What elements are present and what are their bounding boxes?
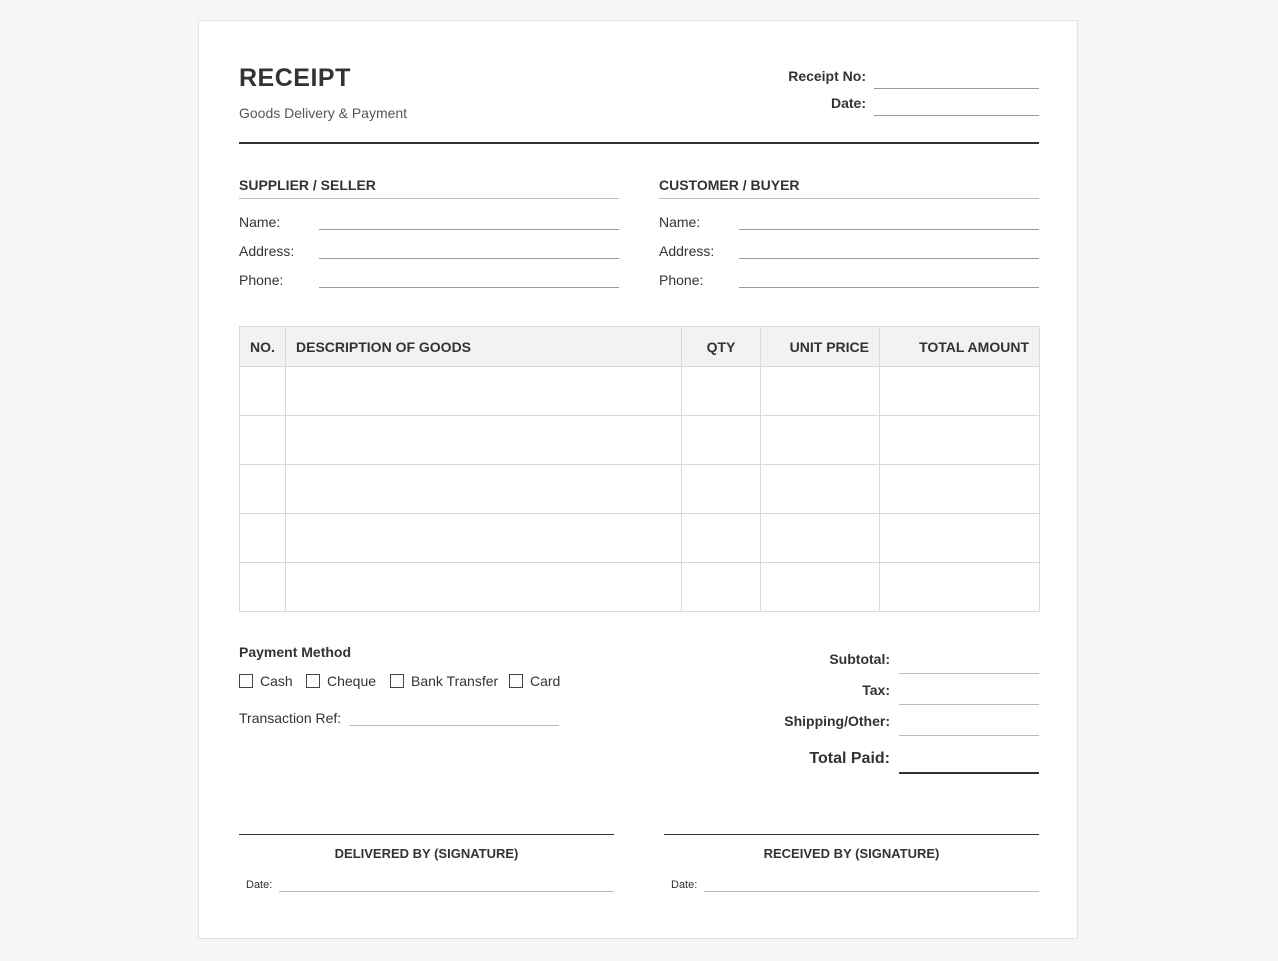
supplier-phone-label: Phone: xyxy=(239,272,284,288)
customer-address-field[interactable] xyxy=(739,258,1039,259)
transaction-ref-field[interactable] xyxy=(349,725,559,726)
supplier-section-divider xyxy=(239,198,619,199)
supplier-address-label: Address: xyxy=(239,243,295,259)
cell-unit-price[interactable] xyxy=(761,367,880,416)
supplier-section-title: SUPPLIER / SELLER xyxy=(239,177,376,193)
payment-option-cheque[interactable] xyxy=(306,673,376,689)
customer-name-field[interactable] xyxy=(739,229,1039,230)
payment-option-bank-transfer[interactable] xyxy=(390,673,498,689)
cell-qty[interactable] xyxy=(682,416,761,465)
cell-no[interactable] xyxy=(240,514,286,563)
receipt-no-label: Receipt No: xyxy=(788,68,866,84)
supplier-phone-field[interactable] xyxy=(319,287,619,288)
cell-total-amount[interactable] xyxy=(880,514,1040,563)
column-header-description: DESCRIPTION OF GOODS xyxy=(286,327,682,367)
delivered-by-label: DELIVERED BY (SIGNATURE) xyxy=(334,846,519,861)
column-header-total-amount: TOTAL AMOUNT xyxy=(880,327,1040,367)
cell-qty[interactable] xyxy=(682,465,761,514)
table-row xyxy=(240,563,1040,612)
delivered-by-signature-line[interactable] xyxy=(239,834,614,835)
payment-option-label: Cash xyxy=(260,673,293,689)
received-date-field[interactable] xyxy=(704,891,1039,892)
cell-description[interactable] xyxy=(286,416,682,465)
cell-qty[interactable] xyxy=(682,514,761,563)
supplier-name-label: Name: xyxy=(239,214,281,230)
supplier-name-field[interactable] xyxy=(319,229,619,230)
cell-description[interactable] xyxy=(286,514,682,563)
table-row xyxy=(240,416,1040,465)
payment-option-cash[interactable] xyxy=(239,673,293,689)
payment-option-label: Cheque xyxy=(327,673,377,689)
table-row xyxy=(240,514,1040,563)
received-date-label: Date: xyxy=(671,879,698,891)
payment-option-card[interactable] xyxy=(509,673,560,689)
subtotal-field[interactable] xyxy=(899,673,1039,674)
cell-unit-price[interactable] xyxy=(761,563,880,612)
total-paid-label: Total Paid: xyxy=(809,750,890,767)
received-by-signature-line[interactable] xyxy=(664,834,1039,835)
cell-unit-price[interactable] xyxy=(761,514,880,563)
cash-checkbox[interactable] xyxy=(239,674,253,688)
receipt-sheet xyxy=(198,20,1078,939)
bank-transfer-checkbox[interactable] xyxy=(390,674,404,688)
cell-unit-price[interactable] xyxy=(761,416,880,465)
received-by-label: RECEIVED BY (SIGNATURE) xyxy=(763,846,940,861)
column-header-unit-price: UNIT PRICE xyxy=(761,327,880,367)
tax-label: Tax: xyxy=(862,682,890,698)
delivered-date-label: Date: xyxy=(246,879,273,891)
cell-qty[interactable] xyxy=(682,563,761,612)
cell-no[interactable] xyxy=(240,367,286,416)
table-row xyxy=(240,367,1040,416)
receipt-title: RECEIPT xyxy=(239,64,351,92)
cell-total-amount[interactable] xyxy=(880,416,1040,465)
cell-unit-price[interactable] xyxy=(761,465,880,514)
shipping-field[interactable] xyxy=(899,735,1039,736)
receipt-date-field[interactable] xyxy=(874,115,1039,116)
customer-section-divider xyxy=(659,198,1039,199)
customer-section-title: CUSTOMER / BUYER xyxy=(659,177,800,193)
shipping-label: Shipping/Other: xyxy=(784,713,890,729)
receipt-no-field[interactable] xyxy=(874,88,1039,89)
column-header-qty: QTY xyxy=(682,327,761,367)
receipt-date-label: Date: xyxy=(830,95,866,111)
payment-option-label: Card xyxy=(530,673,561,689)
cell-description[interactable] xyxy=(286,465,682,514)
subtotal-label: Subtotal: xyxy=(829,651,890,667)
cell-no[interactable] xyxy=(240,563,286,612)
cell-total-amount[interactable] xyxy=(880,563,1040,612)
cell-qty[interactable] xyxy=(682,367,761,416)
supplier-address-field[interactable] xyxy=(319,258,619,259)
cell-total-amount[interactable] xyxy=(880,367,1040,416)
cell-no[interactable] xyxy=(240,416,286,465)
cell-description[interactable] xyxy=(286,367,682,416)
customer-address-label: Address: xyxy=(659,243,715,259)
customer-name-label: Name: xyxy=(659,214,701,230)
card-checkbox[interactable] xyxy=(509,674,523,688)
customer-phone-field[interactable] xyxy=(739,287,1039,288)
payment-option-label: Bank Transfer xyxy=(411,673,499,689)
transaction-ref-label: Transaction Ref: xyxy=(239,710,342,726)
payment-method-title: Payment Method xyxy=(239,644,352,660)
cell-description[interactable] xyxy=(286,563,682,612)
total-paid-field[interactable] xyxy=(899,772,1039,774)
customer-phone-label: Phone: xyxy=(659,272,704,288)
column-header-no: NO. xyxy=(240,327,286,367)
tax-field[interactable] xyxy=(899,704,1039,705)
cell-total-amount[interactable] xyxy=(880,465,1040,514)
goods-table xyxy=(239,326,1040,612)
table-row xyxy=(240,465,1040,514)
cheque-checkbox[interactable] xyxy=(306,674,320,688)
header-divider xyxy=(239,142,1039,144)
goods-table-header xyxy=(240,327,1040,367)
cell-no[interactable] xyxy=(240,465,286,514)
delivered-date-field[interactable] xyxy=(279,891,614,892)
receipt-subtitle: Goods Delivery & Payment xyxy=(239,105,408,121)
